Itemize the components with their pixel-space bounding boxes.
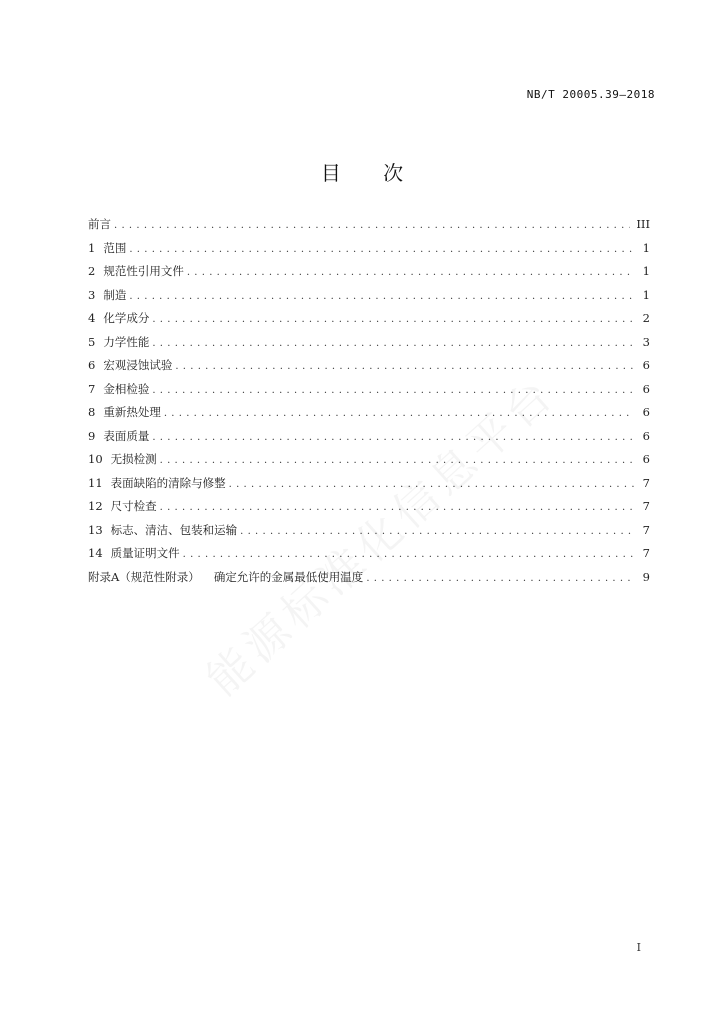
toc-entry-page: 6 xyxy=(642,358,650,372)
toc-entry-label xyxy=(88,569,366,585)
standard-code: NB/T 20005.39—2018 xyxy=(526,88,655,101)
toc-entry-label xyxy=(88,428,152,444)
toc-entry-number: 2 xyxy=(88,264,96,278)
toc-entry-title: 范围 xyxy=(103,240,127,255)
toc-entry-title: 重新热处理 xyxy=(103,405,161,419)
toc-entry-page: III xyxy=(636,217,650,231)
toc-entry-page: 7 xyxy=(642,546,650,560)
toc-dot-leader xyxy=(175,361,634,372)
toc-entry-label xyxy=(88,216,114,232)
toc-dot-leader xyxy=(129,291,634,302)
table-of-contents xyxy=(88,216,650,592)
toc-entry-number: 14 xyxy=(88,546,103,560)
toc-dot-leader xyxy=(114,220,630,231)
toc-entry-title: 宏观浸蚀试验 xyxy=(103,358,173,372)
toc-entry-number: 12 xyxy=(88,499,103,513)
toc-entry[interactable] xyxy=(88,381,650,405)
toc-entry-number: 11 xyxy=(88,475,103,490)
toc-entry-title: 无损检测 xyxy=(110,452,157,466)
toc-entry[interactable] xyxy=(88,310,650,334)
toc-dot-leader xyxy=(240,526,634,537)
toc-entry-number: 1 xyxy=(88,240,96,255)
toc-entry[interactable] xyxy=(88,240,650,264)
toc-entry-title: 标志、清洁、包装和运输 xyxy=(110,522,238,537)
toc-entry-number: 13 xyxy=(88,522,103,537)
toc-entry-page: 6 xyxy=(642,452,650,466)
toc-dot-leader xyxy=(187,267,634,278)
toc-entry-number: 7 xyxy=(88,381,96,396)
toc-dot-leader xyxy=(160,502,634,513)
toc-entry-label xyxy=(88,263,187,279)
toc-entry[interactable] xyxy=(88,357,650,381)
toc-entry-page: 1 xyxy=(642,287,650,302)
toc-dot-leader xyxy=(152,314,634,325)
toc-entry-label xyxy=(88,404,164,420)
toc-dot-leader xyxy=(183,549,634,560)
toc-entry-number: 4 xyxy=(88,311,96,325)
toc-entry-page: 7 xyxy=(642,522,650,537)
toc-entry-title: 力学性能 xyxy=(103,334,150,349)
toc-dot-leader xyxy=(152,338,634,349)
toc-entry-page: 9 xyxy=(642,569,650,584)
toc-entry-label xyxy=(88,287,129,303)
toc-dot-leader xyxy=(129,244,634,255)
toc-entry[interactable] xyxy=(88,475,650,499)
toc-entry-title: 表面缺陷的清除与修整 xyxy=(110,475,226,490)
toc-entry-title: 制造 xyxy=(103,287,127,302)
toc-entry-page: 1 xyxy=(642,240,650,255)
toc-entry-title: 金相检验 xyxy=(103,381,150,396)
toc-entry-label xyxy=(88,334,152,350)
toc-entry-page: 7 xyxy=(642,499,650,513)
toc-entry-number: 9 xyxy=(88,428,96,443)
toc-entry-title: 尺寸检查 xyxy=(110,499,157,513)
toc-entry[interactable] xyxy=(88,545,650,569)
toc-entry-label xyxy=(88,545,183,561)
toc-entry-title: 规范性引用文件 xyxy=(103,264,184,278)
toc-dot-leader xyxy=(164,408,634,419)
page-number: I xyxy=(636,941,641,954)
toc-entry-title: 表面质量 xyxy=(103,428,150,443)
toc-entry-page: 6 xyxy=(642,381,650,396)
toc-dot-leader xyxy=(160,455,634,466)
toc-entry-title: 质量证明文件 xyxy=(110,546,180,560)
toc-entry-label xyxy=(88,498,160,514)
toc-entry-title: 化学成分 xyxy=(103,311,150,325)
page-title: 目 次 xyxy=(320,161,422,185)
toc-entry-number: 6 xyxy=(88,358,96,372)
toc-entry-label xyxy=(88,381,152,397)
toc-entry[interactable] xyxy=(88,428,650,452)
toc-entry-label xyxy=(88,522,240,538)
toc-entry[interactable] xyxy=(88,404,650,428)
toc-entry-number: 8 xyxy=(88,405,96,419)
toc-entry-page: 6 xyxy=(642,428,650,443)
toc-entry-label xyxy=(88,310,152,326)
toc-dot-leader xyxy=(229,479,634,490)
toc-entry-page: 6 xyxy=(642,405,650,419)
toc-dot-leader xyxy=(152,385,634,396)
toc-entry-number: 3 xyxy=(88,287,96,302)
toc-dot-leader xyxy=(366,573,634,584)
toc-entry[interactable] xyxy=(88,451,650,475)
toc-entry-label xyxy=(88,475,229,491)
toc-entry-title: 前言 xyxy=(88,217,111,231)
toc-entry-label xyxy=(88,451,160,467)
toc-entry-page: 7 xyxy=(642,475,650,490)
toc-dot-leader xyxy=(152,432,634,443)
toc-entry-label xyxy=(88,240,129,256)
toc-entry-page: 3 xyxy=(642,334,650,349)
toc-entry-number: 5 xyxy=(88,334,96,349)
toc-entry[interactable] xyxy=(88,522,650,546)
toc-entry[interactable] xyxy=(88,216,650,240)
toc-entry[interactable] xyxy=(88,334,650,358)
toc-entry-label xyxy=(88,357,175,373)
toc-entry[interactable] xyxy=(88,287,650,311)
toc-entry-page: 2 xyxy=(642,311,650,325)
toc-entry[interactable] xyxy=(88,569,650,593)
toc-entry-number: 10 xyxy=(88,452,103,466)
toc-entry-page: 1 xyxy=(642,264,650,278)
toc-entry-number: 附录A（规范性附录） xyxy=(88,569,200,584)
toc-entry[interactable] xyxy=(88,263,650,287)
toc-entry[interactable] xyxy=(88,498,650,522)
toc-entry-title: 确定允许的金属最低使用温度 xyxy=(213,569,364,584)
